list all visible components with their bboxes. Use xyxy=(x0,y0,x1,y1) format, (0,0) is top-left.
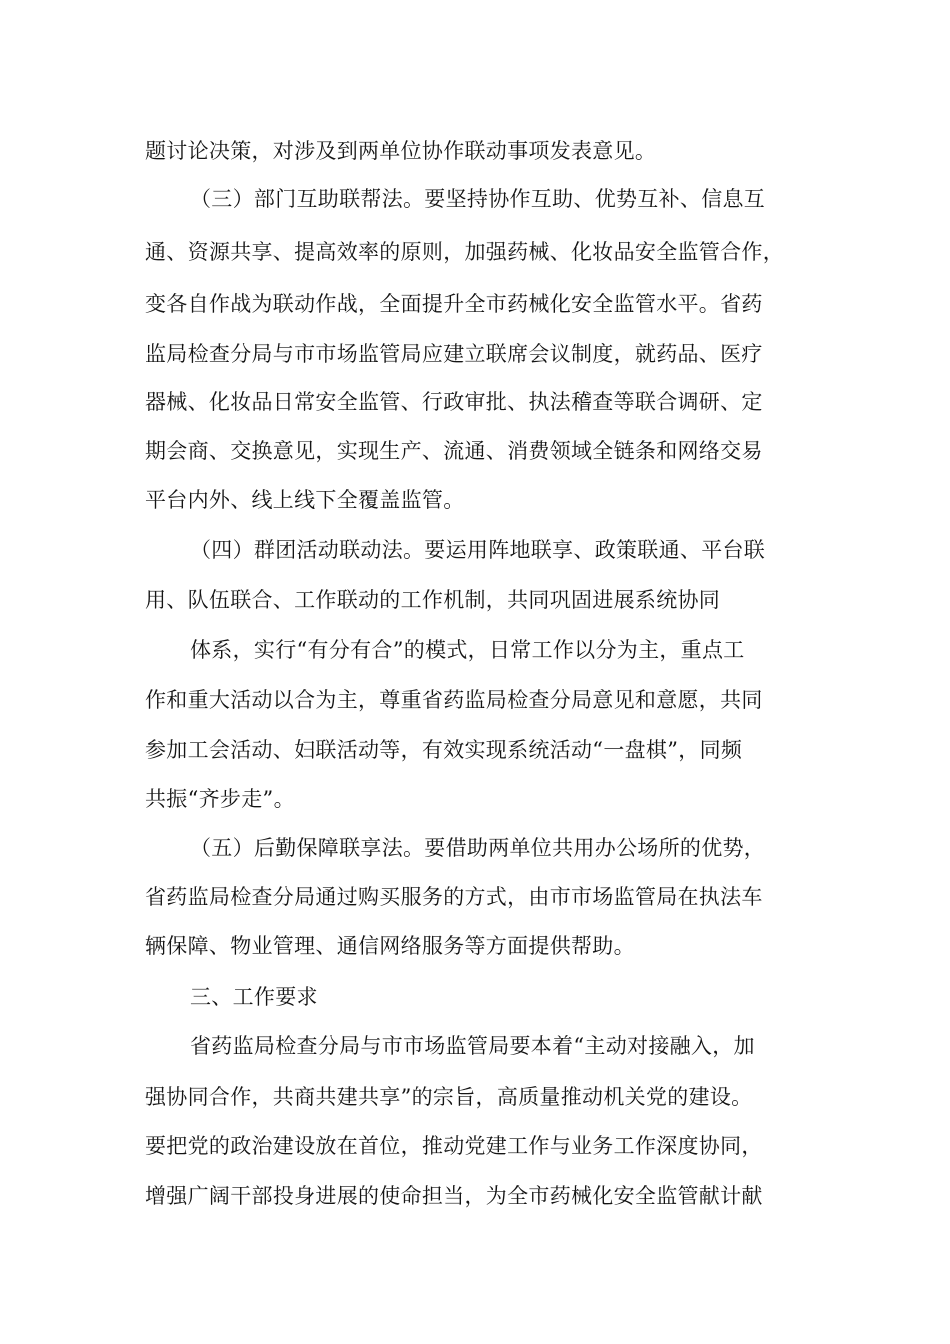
text-line: 共振“齐步走”。 xyxy=(145,787,295,811)
text-line: 通、资源共享、提高效率的原则，加强药械、化妆品安全监管合作， xyxy=(145,240,784,264)
text-line: 省药监局检查分局与市市场监管局要本着“主动对接融入，加 xyxy=(190,1034,755,1058)
text-line: 参加工会活动、妇联活动等，有效实现系统活动“一盘棋”，同频 xyxy=(145,738,743,762)
text-line: 用、队伍联合、工作联动的工作机制，共同巩固进展系统协同 xyxy=(145,588,721,612)
text-line: 器械、化妆品日常安全监管、行政审批、执法稽查等联合调研、定 xyxy=(145,390,763,414)
text-line: 要把党的政治建设放在首位，推动党建工作与业务工作深度协同， xyxy=(145,1134,763,1158)
text-line: 平台内外、线上线下全覆盖监管。 xyxy=(145,488,465,512)
text-line: 期会商、交换意见，实现生产、流通、消费领域全链条和网络交易 xyxy=(145,439,763,463)
section-heading: 三、工作要求 xyxy=(190,985,318,1009)
text-line: 题讨论决策，对涉及到两单位协作联动事项发表意见。 xyxy=(145,139,657,163)
text-line: 增强广阔干部投身进展的使命担当，为全市药械化安全监管献计献 xyxy=(145,1184,763,1208)
paragraph-heading-5: （五）后勤保障联享法。要借助两单位共用办公场所的优势， xyxy=(190,836,766,860)
text-line: 监局检查分局与市市场监管局应建立联席会议制度，就药品、医疗 xyxy=(145,342,763,366)
text-line: 作和重大活动以合为主，尊重省药监局检查分局意见和意愿，共同 xyxy=(145,688,763,712)
text-line: 辆保障、物业管理、通信网络服务等方面提供帮助。 xyxy=(145,934,635,958)
text-line: 省药监局检查分局通过购买服务的方式，由市市场监管局在执法车 xyxy=(145,885,763,909)
text-line: 体系，实行“有分有合”的模式，日常工作以分为主，重点工 xyxy=(190,638,745,662)
paragraph-heading-3: （三）部门互助联帮法。要坚持协作互助、优势互补、信息互 xyxy=(190,187,766,211)
text-line: 变各自作战为联动作战，全面提升全市药械化安全监管水平。省药 xyxy=(145,292,763,316)
text-line: 强协同合作，共商共建共享”的宗旨，高质量推动机关党的建设。 xyxy=(145,1085,753,1109)
paragraph-heading-4: （四）群团活动联动法。要运用阵地联享、政策联通、平台联 xyxy=(190,538,766,562)
